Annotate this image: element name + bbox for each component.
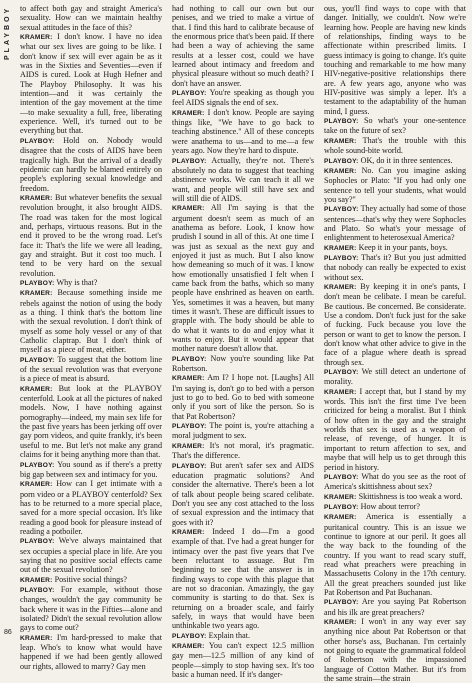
speaker-label: PLAYBOY: [20,137,55,145]
paragraph-text: But look at the PLAYBOY centerfold. Look at all the pictures of naked models. Now, I have nothing against pornography—indeed, my main sex life for the past five years has been jerking off over gay porn videos, and quite frankly, it's been useful to me. But let's not make any grand claims for it being anything more than that. [20,383,162,460]
paragraph [324,136,466,156]
paragraph [20,136,162,193]
paragraph-text: had nothing to call our own but our penises, and we tried to make a virtue of that. I find this hard to calibrate because of the enormous price that's been paid. If there had been a way of achieving the same results at a lesser cost, could we have learned about intimacy and freedom and physical pleasure without so much death? I don't have an answer. [172,4,314,88]
paragraph [20,633,162,671]
paragraph [20,575,162,585]
speaker-label: KRAMER: [324,493,357,501]
speaker-label: KRAMER: [172,643,205,651]
paragraph-text: The point is, you're attaching a moral judgment to sex. [172,421,314,441]
paragraph-text: You sound as if there's a pretty big gap between sex and intimacy for you. [20,459,162,479]
column-1 [20,4,162,671]
paragraph-text: What do you see as the root of America's skittishness about sex? [324,471,467,492]
speaker-label: PLAYBOY: [20,538,55,546]
paragraph [20,384,162,460]
paragraph [324,156,466,166]
paragraph [324,243,466,253]
paragraph-text: To suggest that the bottom line of the sexual revolution was that everyone is a piece of meat is absurd. [20,354,162,384]
speaker-label: PLAYBOY: [324,118,359,126]
paragraph [172,441,314,461]
paragraph [20,585,162,633]
speaker-label: KRAMER: [324,619,357,626]
paragraph-text: Indeed I do—I'm a good example of that. I've had a great hunger for intimacy over the past five years that I've been reluctant to assuage. But I'm beginning to see that the answer is in finding ways to cope with this plague that are not so draconian. Amazingly, the gay community is starting to do that. Sex is returning on a broader scale, and fairly safely, in ways that would have been unthinkable two years ago. [172,526,314,631]
paragraph [324,367,466,387]
paragraph-text: Why is that? [56,277,98,287]
speaker-label: PLAYBOY: [172,462,207,470]
paragraph [172,641,314,679]
speaker-label: PLAYBOY: [324,157,359,165]
speaker-label: PLAYBOY: [324,503,359,511]
paragraph [20,355,162,384]
paragraph-text: I don't know. People are saying things like, "We have to go back to teaching abstinence." All of these concepts were anathema to us—and to me—a few years ago. Now they're hard to dispute. [172,107,314,156]
paragraph-text: ous, you'll find ways to cope with that danger. Initially, we couldn't. Now we're learning how. People are having new kinds of relationships, finding ways to be affectionate within prescribed limits. I guess intimacy is going to change. It's quite touching and remarkable to me how many HIV-negative-positive relationships there are. A few years ago, anyone who was HIV-positive was simply a leper. It's a testament to the adaptability of the human mind, I guess. [324,4,466,116]
paragraph [20,479,162,536]
speaker-label: PLAYBOY: [20,586,55,594]
paragraph-text: Explain that. [208,630,250,640]
paragraph [172,354,314,374]
paragraph-text: Are you saying Pat Robertson and his ilk are great preachers? [324,597,466,617]
paragraph-text: How about terror? [360,501,420,511]
article-body [20,4,467,683]
paragraph-text: Keep it in your pants, boys. [358,242,448,252]
paragraph [324,116,466,136]
paragraph [172,461,314,527]
paragraph-text: to affect both gay and straight America's sexuality. How can we maintain healthy sexual attitudes in the face of this? [20,4,162,32]
speaker-label: KRAMER: [172,442,205,450]
paragraph [20,193,162,278]
magazine-spine-label: PLAYBOY [4,6,11,61]
paragraph-text: They actually had some of those sentences—that's why they were Sophocles and Plato. So what's your message of enlightenment to heterosexual America? [324,204,466,243]
paragraph-text: It's not moral, it's pragmatic. That's the difference. [172,440,314,461]
paragraph [324,492,466,502]
speaker-label: PLAYBOY: [324,254,359,262]
paragraph [20,32,162,136]
speaker-label: KRAMER: [20,481,53,489]
speaker-label: PLAYBOY: [172,355,207,363]
paragraph-text: That's it? But you just admitted that nobody can really be expected to exist without sex. [324,252,466,282]
speaker-label: KRAMER: [324,244,357,252]
paragraph-text: All I'm saying is that the argument doesn't seem as much of an anathema as before. Look, I know how prudish I sound in all of this. At one time I was just as sexual as the next guy and enjoyed it just as much. But I also know how demeaning so much of it was. I know how emotionally unsatisfied I felt when I came back from the baths, which so many people have enshrined as heaven on earth. Yes, sometimes it was a heaven, but many times it wasn't. These are difficult issues to grapple with. The body should be able to do what it wants to do and enjoy what it wants to enjoy. But it would appear that mother nature doesn't allow that. [172,203,314,354]
paragraph [172,156,314,204]
speaker-label: KRAMER: [20,34,53,42]
paragraph-text: Actually, they're not. There's absolutely no data to suggest that teaching abstinence works. We can teach it all we want, and people will still have sex and will still die of AIDS. [172,155,315,203]
paragraph [324,4,466,116]
speaker-label: PLAYBOY: [172,90,207,98]
paragraph-text: Now you're sounding like Pat Robertson. [172,353,314,374]
paragraph-text: I won't in any way ever say anything nice about Pat Robertson or that other horse's ass, Buchanan. I'm certainly not going to equate the grammatical foldeol of Robertson with the impassioned language of Cotton Mather. But it's from the same strain—the strain [324,617,466,683]
paragraph [172,631,314,641]
paragraph-text: Hold on. Nobody would disagree that the costs of AIDS have been tragically high. But the arrival of a deadly epidemic can hardly be blamed entirely on people's exploring sexual knowledge and freedom. [20,135,162,193]
speaker-label: KRAMER: [20,194,53,202]
page-number: 86 [4,629,12,636]
paragraph [324,502,466,512]
speaker-label: KRAMER: [324,167,357,175]
paragraph-text: Because something inside me rebels against the notion of using the body as a thing. I think that's the bottom line with the sexual revolution. I don't think of myself as some holy vessel or any of that Catholic claptrap. But I don't think of myself as a piece of meat, either. [20,288,162,355]
paragraph [172,108,314,156]
speaker-label: PLAYBOY: [172,423,207,431]
paragraph-text: But aren't safer sex and AIDS education pragmatic solutions? And consider the alternative. There's been a lot of talk about people being scared celibate. Don't you see any cost attached to the loss of sexual expression and the intimacy that goes with it? [172,460,314,527]
column-3 [324,4,467,683]
paragraph [20,536,162,574]
speaker-label: PLAYBOY: [324,599,359,607]
paragraph-text: I'm hard-pressed to make that leap. Who's to know what would have happened if we had been gently allowed our rights, allowed to marry? Gay men [20,632,162,671]
paragraph [172,4,314,88]
speaker-label: PLAYBOY: [324,369,359,377]
paragraph [324,387,466,472]
paragraph-text: But whatever benefits the sexual revolution brought, it also brought AIDS. The road was taken for the most logical and, perhaps, virtuous reasons. But in the end it proved to be the wrong road. Let's face it: That's the life we were all leading, gay and straight. But it cost too much. I tend to be very hard on the sexual revolution. [20,192,162,278]
paragraph-text: I don't know. I have no idea what our sex lives are going to be like. I don't know if sex will ever again be as it was in the Sixties and Seventies—even if AIDS is cured. Look at Hugh Hefner and The Playboy Philosophy. It was his intention—and it was certainly the intention of the gay movement at the time—to make sexuality a full, free, liberating experience. Well, it's turned out to be everything but that. [20,32,162,136]
speaker-label: KRAMER: [324,137,357,145]
paragraph-text: You can't expect 12.5 million gay men—12.5 million of any kind of people—simply to stop having sex. It's too basic a human need. If it's danger- [172,641,314,680]
speaker-label: PLAYBOY: [172,632,207,640]
paragraph-text: Am I? I hope not. [Laughs] All I'm saying is, don't go to bed with a person just to go to bed. Go to bed with someone only if you sort of like the person. So is that Pat Robertson? [172,373,314,421]
speaker-label: KRAMER: [324,388,357,396]
paragraph [324,166,466,204]
paragraph [324,253,466,282]
paragraph [172,203,314,354]
paragraph [20,288,162,354]
speaker-label: PLAYBOY: [20,356,55,364]
paragraph [172,88,314,108]
speaker-label: KRAMER: [20,385,53,393]
paragraph [324,617,466,683]
paragraph-text: So what's your one-sentence take on the future of sex? [324,116,466,136]
speaker-label: KRAMER: [20,634,53,642]
speaker-label: KRAMER: [172,528,205,536]
paragraph-text: Positive social things? [54,574,127,584]
speaker-label: KRAMER: [324,514,357,522]
paragraph-text: That's the trouble with this whole sound-bite world. [324,135,466,156]
paragraph-text: You're speaking as though you feel AIDS signals the end of sex. [172,88,314,108]
paragraph [172,373,314,421]
speaker-label: KRAMER: [172,375,205,383]
paragraph [20,4,162,32]
paragraph [20,278,162,288]
paragraph-text: For example, without those changes, wouldn't the gay community be back where it was in the Fifties—alone and isolated? Didn't the sexual revolution allow gays to come out? [20,584,162,633]
paragraph-text: I accept that, but I stand by my words. This isn't the first time I've been criticized for being a moralist. But I think of how often in the gay and the straight worlds that sex is used as a weapon of release, of revenge, of hunger. It is important to return affection to sex, and maybe that will help us to get through this period in history. [324,386,466,472]
paragraph-text: We've always maintained that sex occupies a special place in life. Are you saying that no positive social effects came out of the sexual revolution? [20,536,162,575]
paragraph [172,421,314,441]
paragraph [324,282,466,367]
paragraph-text: No. Can you imagine asking Sophocles or Plato: "If you had only one sentence to tell your students, what would you say?" [324,165,466,204]
speaker-label: KRAMER: [172,109,205,117]
paragraph [324,204,466,242]
paragraph [172,527,314,631]
speaker-label: KRAMER: [324,283,357,291]
speaker-label: PLAYBOY: [324,206,359,214]
speaker-label: PLAYBOY: [20,279,55,287]
speaker-label: PLAYBOY: [20,461,55,469]
paragraph [324,512,466,597]
paragraph-text: We still detect an undertone of morality. [324,367,466,387]
paragraph [20,460,162,480]
speaker-label: KRAMER: [20,290,53,298]
paragraph-text: Skittishness is too weak a word. [358,491,463,501]
paragraph [324,472,466,492]
paragraph [324,597,466,617]
speaker-label: KRAMER: [172,205,205,213]
paragraph-text: How can I get intimate with a porn video or a PLAYBOY centerfold? Sex has to be returned to a more special place, saved for a more special occasion. It's like reading a good book for pleasure instead of reading a potboiler. [20,479,162,536]
speaker-label: PLAYBOY: [324,473,359,481]
paragraph-text: America is essentially a puritanical country. This is an issue we continue to ignore at our peril. It goes all the way back to the founding of the country. If you want to read scary stuff, read what preachers were preaching in Massachusetts Colony in the 17th century. All the great preachers sounded just like Pat Robertson and Pat Buchanan. [324,512,467,597]
paragraph-text: By keeping it in one's pants, I don't mean be celibate. I mean be careful. Be cautious. Be concerned. Be considerate. Use a condom. Don't fuck just for the sake of fucking. Fuck because you love the person or want to get to know the person. I don't know what other advice to give in the face of a plague where death is spread through sex. [324,281,466,367]
speaker-label: KRAMER: [20,576,53,584]
speaker-label: PLAYBOY: [172,157,207,165]
column-2 [172,4,315,680]
paragraph-text: OK, do it in three sentences. [360,155,453,165]
